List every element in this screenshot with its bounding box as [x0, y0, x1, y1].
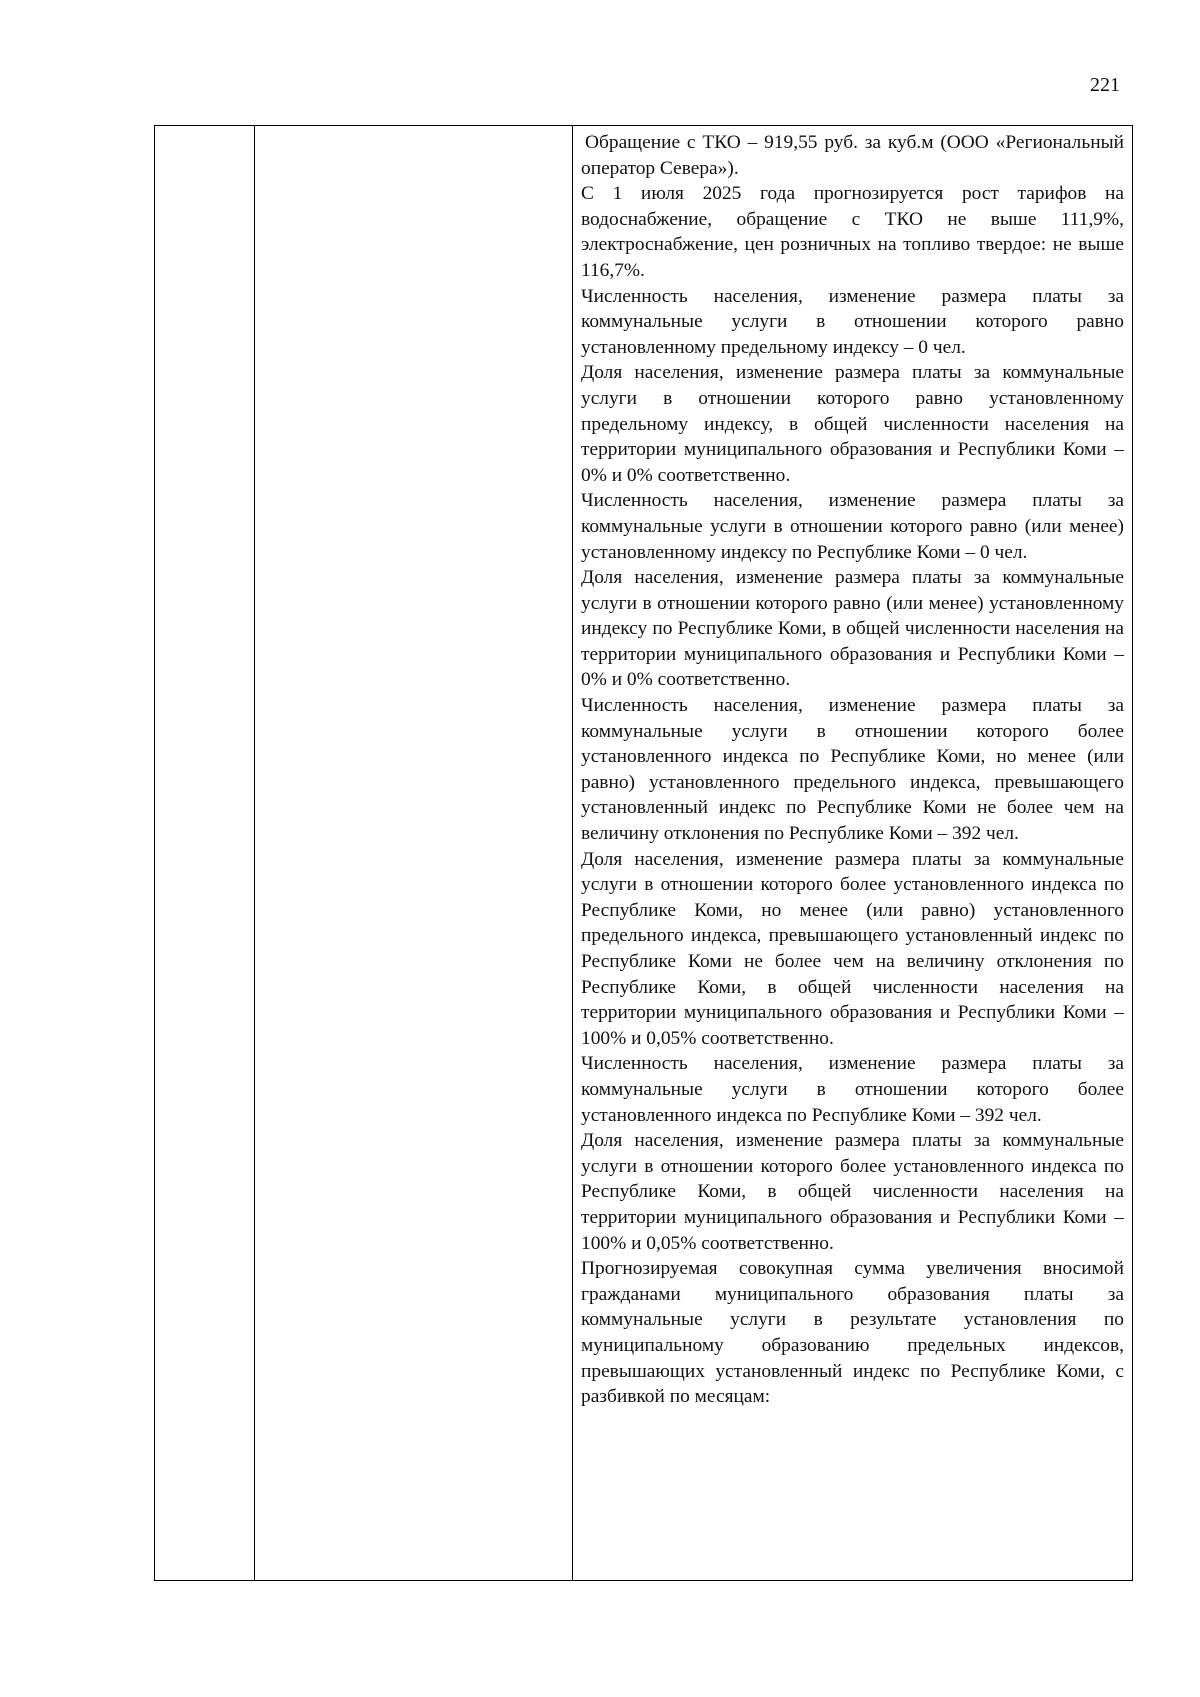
page-number: 221: [1090, 74, 1120, 96]
paragraph-share-equal-limit: Доля населения, изменение размера платы за коммунальные услуги в отношении которого равно установленному предельному индексу, в общей численности населения на территории муниципального образования и Республики Коми – 0% и 0% соответственно.: [581, 362, 1124, 486]
paragraph-population-within-deviation: Численность населения, изменение размера платы за коммунальные услуги в отношении которого более установленного индекса по Республике Коми, но менее (или равно) установленного предельного индекса, превышающего установленный индекс по Республике Коми не более чем на величину отклонения по Республике Коми – 392 чел.: [581, 695, 1124, 845]
table-cell-text: [581, 130, 1124, 1410]
paragraph-population-equal-or-less-index: Численность населения, изменение размера платы за коммунальные услуги в отношении которого равно (или менее) установленному индексу по Республике Коми – 0 чел.: [581, 490, 1124, 563]
paragraph-msw-tariff: Обращение с ТКО – 919,55 руб. за куб.м (ООО «Региональный оператор Севера»).: [581, 132, 1124, 179]
paragraph-population-above-index: Численность населения, изменение размера платы за коммунальные услуги в отношении которого более установленного индекса по Республике Коми – 392 чел.: [581, 1053, 1124, 1126]
paragraph-forecast-total-increase: Прогнозируемая совокупная сумма увеличения вносимой гражданами муниципального образования платы за коммунальные услуги в результате установления по муниципальному образованию предельных индексов, превышающих установленный индекс по Республике Коми, с разбивкой по месяцам:: [581, 1258, 1124, 1408]
column-divider-2: [572, 126, 573, 1580]
paragraph-population-equal-limit: Численность населения, изменение размера платы за коммунальные услуги в отношении которого равно установленному предельному индексу – 0 чел.: [581, 285, 1124, 358]
paragraph-share-above-index: Доля населения, изменение размера платы за коммунальные услуги в отношении которого более установленного индекса по Республике Коми, в общей численности населения на территории муниципального образования и Республики Коми – 100% и 0,05% соответственно.: [581, 1130, 1124, 1254]
paragraph-share-equal-or-less-index: Доля населения, изменение размера платы за коммунальные услуги в отношении которого равно (или менее) установленному индексу по Республике Коми, в общей численности населения на территории муниципального образования и Республики Коми – 0% и 0% соответственно.: [581, 567, 1124, 691]
document-table: [154, 125, 1133, 1581]
paragraph-tariff-growth: С 1 июля 2025 года прогнозируется рост тарифов на водоснабжение, обращение с ТКО не выше 111,9%, электроснабжение, цен розничных на топливо твердое: не выше 116,7%.: [581, 183, 1124, 281]
column-divider-1: [254, 126, 255, 1580]
paragraph-share-within-deviation: Доля населения, изменение размера платы за коммунальные услуги в отношении которого более установленного индекса по Республике Коми, но менее (или равно) установленного предельного индекса, превышающего установленный индекс по Республике Коми не более чем на величину отклонения по Республике Коми, в общей численности населения на территории муниципального образования и Республики Коми – 100% и 0,05% соответственно.: [581, 848, 1124, 1049]
